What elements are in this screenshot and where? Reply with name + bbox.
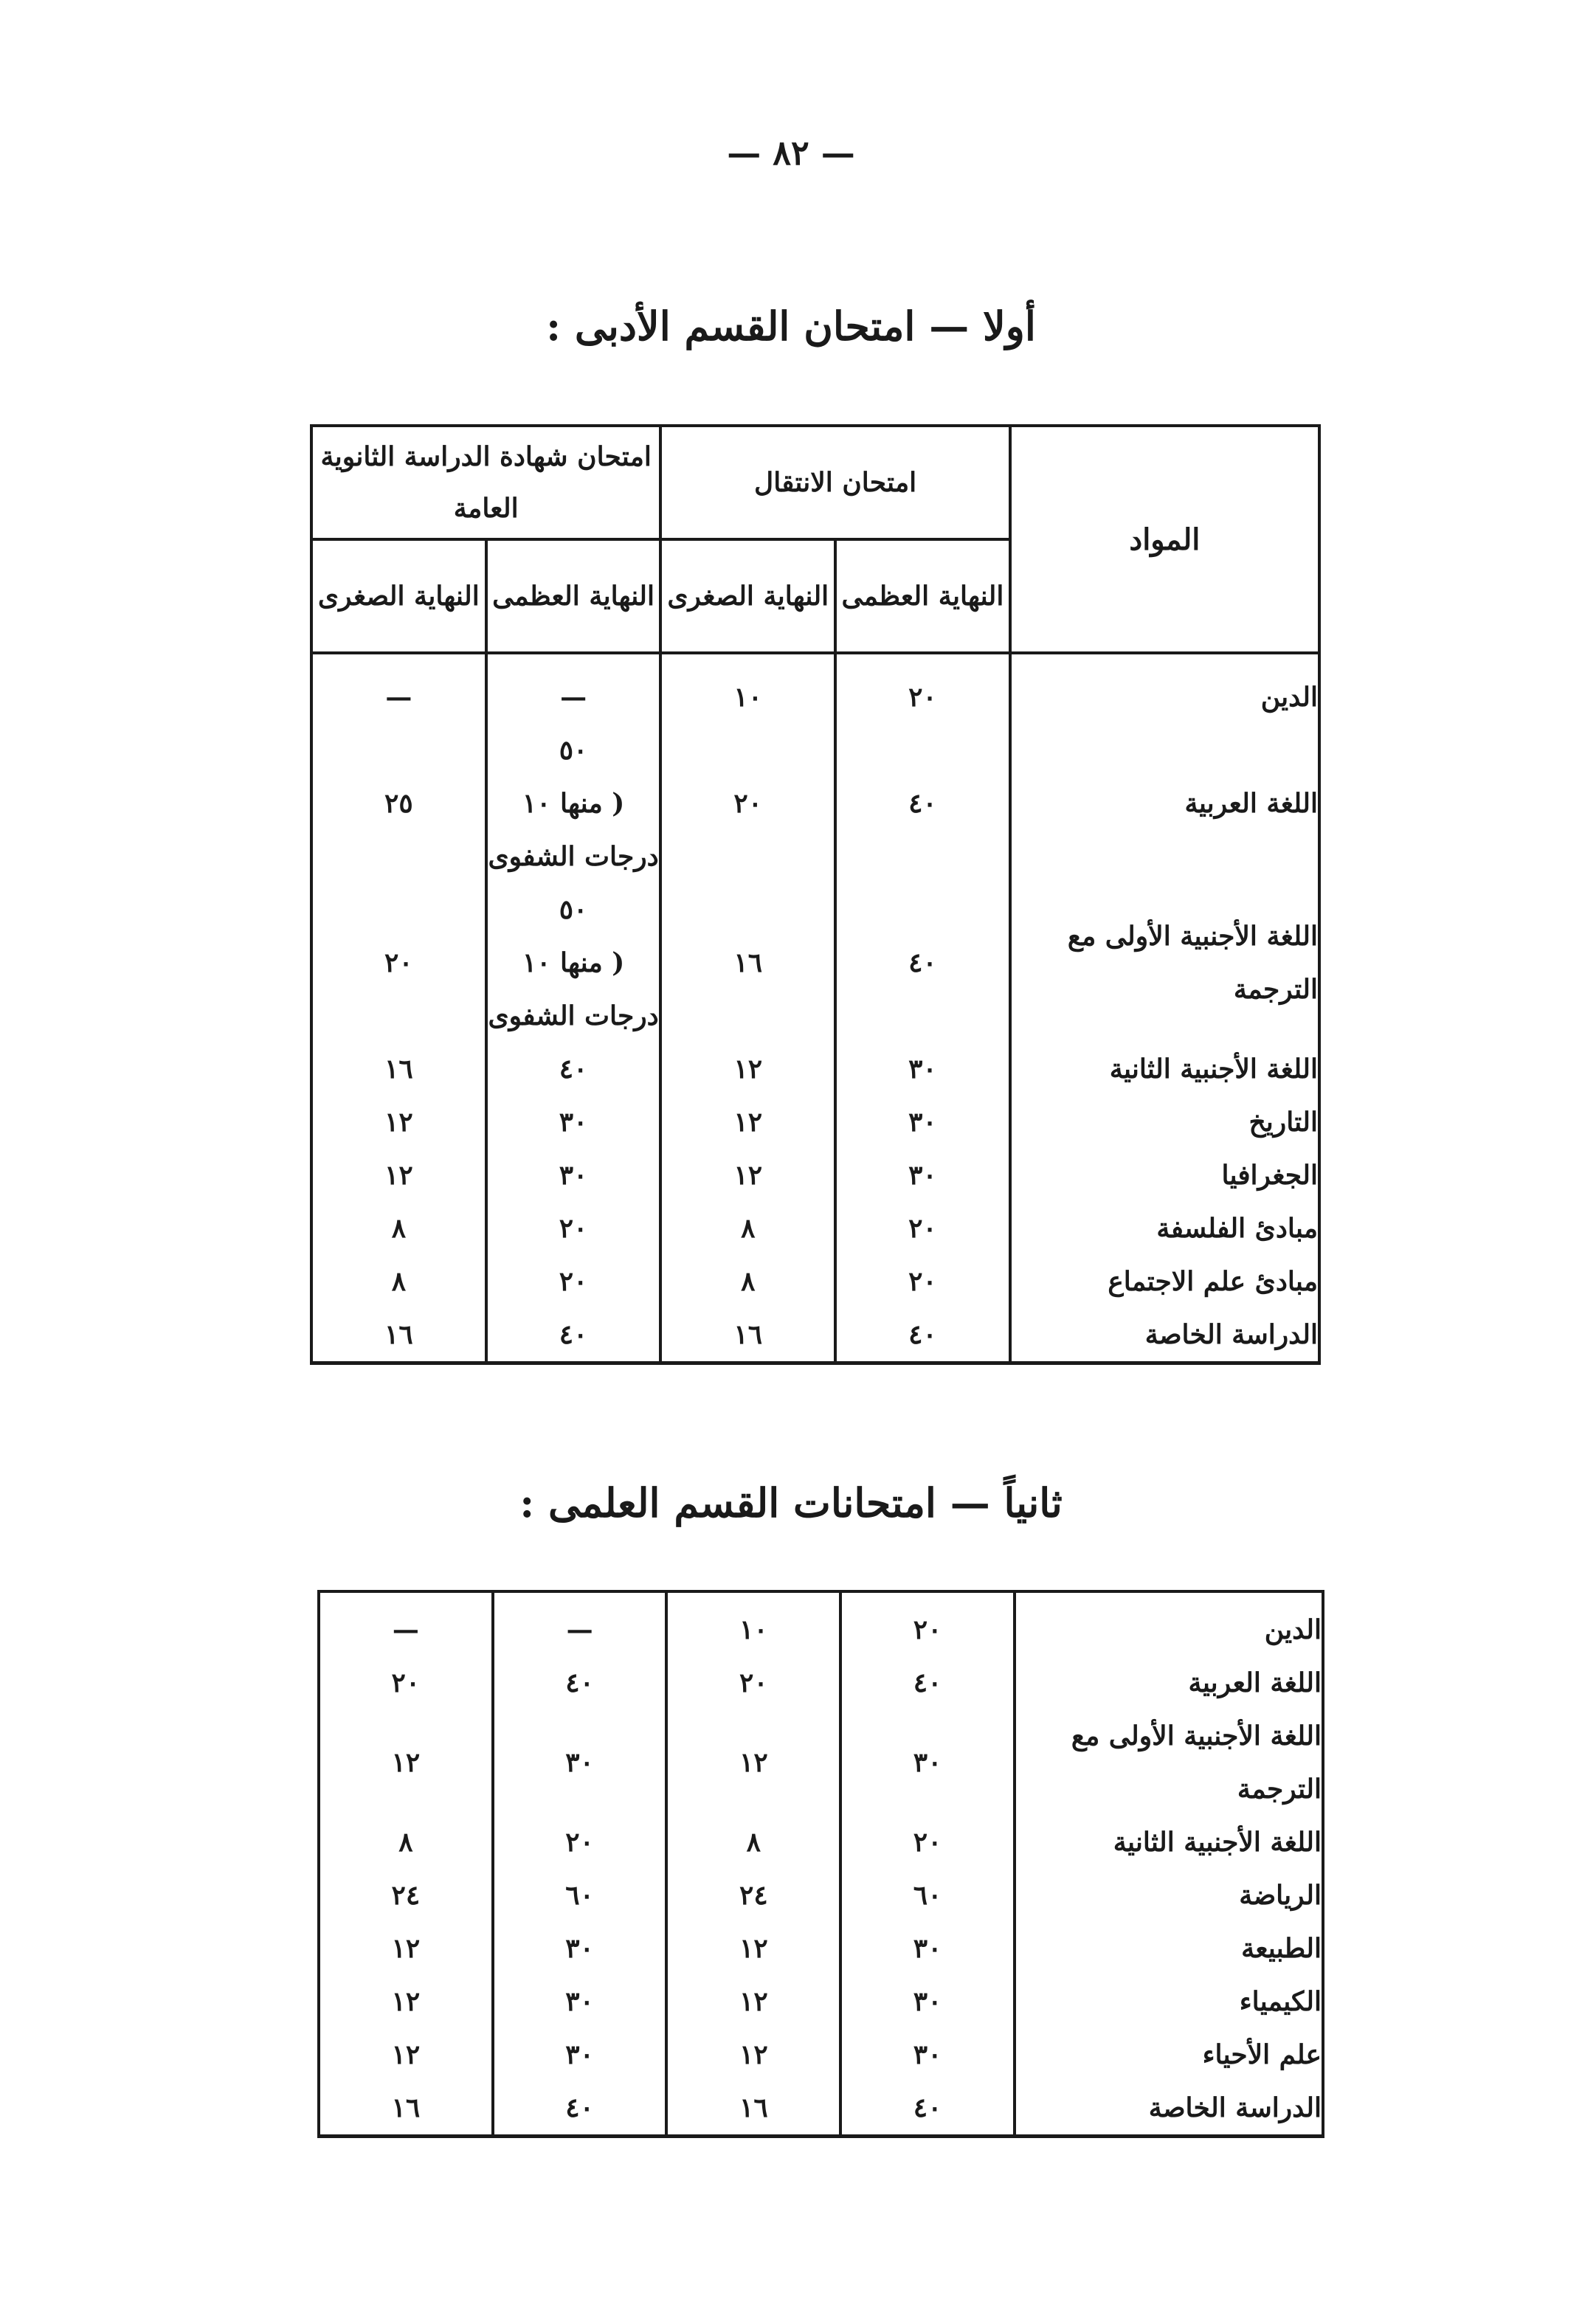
certificate-max-cell-text: ٣٠: [565, 2039, 594, 2070]
transfer-min-cell-text: ١٢: [739, 1986, 768, 2017]
certificate-max-cell-text: ٤٠: [559, 1054, 588, 1085]
transfer-min-cell: [660, 1149, 835, 1202]
transfer-min-cell-text: ١٢: [733, 1107, 763, 1138]
table-row: [311, 1096, 1319, 1149]
certificate-max-cell: [493, 2081, 667, 2137]
transfer-min-cell: [666, 1656, 840, 1709]
certificate-max-cell-text: ٣٠: [565, 1986, 594, 2017]
certificate-max-cell-text: ٤٠: [565, 2092, 594, 2123]
certificate-max-cell-text: ٦٠: [565, 1880, 594, 1911]
transfer-min-cell-text: ١٢: [733, 1054, 763, 1085]
certificate-min-cell-text: ١٦: [384, 1054, 413, 1085]
transfer-max-cell: [840, 1816, 1015, 1869]
certificate-min-cell-text: ٨: [398, 1827, 413, 1858]
transfer-max-cell-text: ٢٠: [908, 682, 937, 713]
certificate-max-cell-text: ٣٠: [559, 1107, 588, 1138]
certificate-max-cell-text: ٥٠: [559, 735, 588, 766]
certificate-min-cell: [311, 883, 486, 1042]
transfer-max-cell: [835, 1042, 1010, 1096]
transfer-min-cell-text: ١٢: [739, 1933, 768, 1964]
transfer-max-cell-text: ٣٠: [913, 2039, 942, 2070]
page-number: — ٨٢ —: [727, 133, 855, 173]
certificate-max-cell: [493, 1656, 667, 1709]
transfer-max-cell: [840, 1709, 1015, 1816]
table-row: [319, 1869, 1323, 1922]
certificate-min-cell-text: ٢٠: [384, 947, 413, 978]
transfer-min-cell-text: ١٢: [733, 1160, 763, 1191]
certificate-min-cell-text: ٢٠: [391, 1667, 421, 1698]
transfer-min-cell: [660, 883, 835, 1042]
subjects-header: المواد: [1010, 426, 1319, 653]
transfer-max-header: النهاية العظمى: [835, 539, 1010, 653]
table-row: [311, 1308, 1319, 1363]
transfer-max-cell: [840, 2081, 1015, 2137]
transfer-min-cell: [660, 1096, 835, 1149]
transfer-max-cell-text: ٣٠: [908, 1054, 937, 1085]
transfer-min-header: النهاية الصغرى: [660, 539, 835, 653]
table-row: [319, 1816, 1323, 1869]
transfer-min-cell: [660, 1308, 835, 1363]
certificate-max-cell-text: ٣٠: [559, 1160, 588, 1191]
certificate-min-cell: [311, 1255, 486, 1308]
certificate-min-cell: [319, 1656, 493, 1709]
scientific-exam-table: [317, 1590, 1324, 2138]
certificate-max-cell-text: ٢٠: [559, 1266, 588, 1297]
subject-cell-text: الرياضة: [1239, 1880, 1322, 1911]
transfer-min-cell: [666, 2028, 840, 2081]
transfer-min-cell: [666, 1975, 840, 2028]
subject-cell: [1010, 1042, 1319, 1096]
transfer-min-cell: [660, 653, 835, 724]
transfer-min-cell: [660, 1042, 835, 1096]
transfer-max-cell-text: ٣٠: [913, 1986, 942, 2017]
subject-cell-text: مبادئ علم الاجتماع: [1108, 1266, 1318, 1297]
transfer-max-cell: [840, 1591, 1015, 1656]
subject-cell: [1015, 2081, 1323, 2137]
transfer-max-cell: [840, 1869, 1015, 1922]
table-row: [311, 724, 1319, 883]
transfer-max-cell-text: ٣٠: [908, 1160, 937, 1191]
certificate-exam-header: امتحان شهادة الدراسة الثانوية العامة: [311, 426, 660, 539]
certificate-min-cell: [319, 1816, 493, 1869]
subject-cell: [1010, 1308, 1319, 1363]
oral-marks-note: ( منها ١٠ درجات الشفوى: [488, 947, 659, 1031]
transfer-max-cell: [835, 1202, 1010, 1255]
transfer-max-cell-text: ٣٠: [908, 1107, 937, 1138]
transfer-max-cell: [835, 1255, 1010, 1308]
certificate-min-cell: [311, 1042, 486, 1096]
transfer-max-cell-text: ٢٠: [913, 1827, 942, 1858]
subject-cell-text: اللغة العربية: [1184, 788, 1318, 819]
certificate-min-cell-text: —: [392, 1614, 419, 1645]
transfer-max-cell: [835, 653, 1010, 724]
certificate-min-cell-text: ١٢: [384, 1160, 413, 1191]
certificate-min-cell: [319, 1709, 493, 1816]
subject-cell-text: اللغة الأجنبية الثانية: [1113, 1827, 1322, 1858]
certificate-min-cell-text: ١٦: [391, 2092, 421, 2123]
transfer-max-cell-text: ٢٠: [908, 1213, 937, 1244]
table-row: [319, 1656, 1323, 1709]
certificate-max-cell-text: ٥٠: [559, 894, 588, 925]
certificate-min-cell: [319, 1591, 493, 1656]
transfer-min-cell: [666, 2081, 840, 2137]
certificate-min-cell-text: ١٢: [391, 2039, 421, 2070]
subject-cell: [1010, 1096, 1319, 1149]
table-row: [311, 883, 1319, 1042]
subject-cell-text: الدراسة الخاصة: [1148, 2092, 1322, 2123]
table-row: [319, 1591, 1323, 1656]
transfer-max-cell-text: ٢٠: [913, 1614, 942, 1645]
certificate-min-cell: [311, 724, 486, 883]
transfer-max-cell-text: ٣٠: [913, 1933, 942, 1964]
transfer-max-cell: [835, 1308, 1010, 1363]
subject-cell: [1015, 1922, 1323, 1975]
certificate-min-cell: [311, 1308, 486, 1363]
transfer-min-cell: [666, 1591, 840, 1656]
transfer-max-cell-text: ٤٠: [913, 1667, 942, 1698]
table-row: [319, 1709, 1323, 1816]
table-row: [319, 1922, 1323, 1975]
certificate-min-cell-text: ١٢: [391, 1933, 421, 1964]
transfer-max-cell-text: ٤٠: [908, 1319, 937, 1350]
transfer-min-cell-text: ٢٠: [733, 788, 763, 819]
transfer-min-cell-text: ١٦: [733, 1319, 763, 1350]
transfer-max-cell-text: ٣٠: [913, 1747, 942, 1778]
subject-cell-text: علم الأحياء: [1202, 2039, 1322, 2070]
table-row: [319, 2081, 1323, 2137]
certificate-max-cell: [486, 1042, 661, 1096]
certificate-max-cell-text: ٣٠: [565, 1747, 594, 1778]
certificate-max-cell: [486, 724, 661, 883]
scientific-table-body: [319, 1591, 1323, 2137]
transfer-max-cell-text: ٤٠: [913, 2092, 942, 2123]
transfer-min-cell: [660, 1202, 835, 1255]
certificate-min-cell-text: ١٢: [384, 1107, 413, 1138]
certificate-max-cell-text: ٢٠: [565, 1827, 594, 1858]
subject-cell: [1015, 1709, 1323, 1816]
certificate-max-cell-text: ٣٠: [565, 1933, 594, 1964]
transfer-max-cell-text: ٤٠: [908, 947, 937, 978]
transfer-max-cell: [840, 1975, 1015, 2028]
certificate-max-cell: [486, 1255, 661, 1308]
subject-cell-text: اللغة الأجنبية الأولى مع الترجمة: [1071, 1720, 1322, 1805]
certificate-min-cell: [319, 2081, 493, 2137]
certificate-max-cell-text: —: [566, 1614, 593, 1645]
transfer-min-cell-text: ١٢: [739, 2039, 768, 2070]
subject-cell: [1010, 883, 1319, 1042]
transfer-min-cell-text: ٢٤: [739, 1880, 768, 1911]
certificate-min-cell-text: ٨: [391, 1266, 407, 1297]
certificate-max-cell: [486, 1149, 661, 1202]
transfer-max-cell: [840, 1656, 1015, 1709]
transfer-min-cell-text: ٨: [741, 1213, 756, 1244]
subject-cell: [1015, 1591, 1323, 1656]
subject-cell: [1010, 1255, 1319, 1308]
subject-cell-text: اللغة الأجنبية الأولى مع الترجمة: [1067, 921, 1318, 1005]
transfer-min-cell-text: ٨: [741, 1266, 756, 1297]
transfer-min-cell: [666, 1709, 840, 1816]
transfer-max-cell: [835, 724, 1010, 883]
certificate-min-cell-text: ٢٤: [391, 1880, 421, 1911]
table-row: [319, 1975, 1323, 2028]
certificate-min-cell: [319, 2028, 493, 2081]
transfer-min-cell-text: ١٦: [739, 2092, 768, 2123]
subject-cell-text: مبادئ الفلسفة: [1156, 1213, 1318, 1244]
subject-cell-text: الجغرافيا: [1221, 1160, 1318, 1191]
subject-cell-text: الكيمياء: [1239, 1986, 1322, 2017]
subject-cell: [1015, 1656, 1323, 1709]
certificate-min-cell: [319, 1869, 493, 1922]
certificate-max-cell: [493, 1816, 667, 1869]
table-row: [311, 1042, 1319, 1096]
subject-cell: [1015, 1869, 1323, 1922]
subject-cell-text: الدراسة الخاصة: [1144, 1319, 1318, 1350]
subject-cell-text: اللغة الأجنبية الثانية: [1109, 1054, 1318, 1085]
certificate-max-header: النهاية العظمى: [486, 539, 661, 653]
transfer-min-cell-text: ٨: [746, 1827, 761, 1858]
transfer-max-cell: [835, 883, 1010, 1042]
certificate-min-cell: [311, 653, 486, 724]
certificate-min-cell: [311, 1096, 486, 1149]
certificate-min-cell: [311, 1202, 486, 1255]
certificate-min-cell-text: —: [385, 682, 412, 713]
table-row: [311, 1255, 1319, 1308]
certificate-min-cell-text: ١٢: [391, 1747, 421, 1778]
subject-cell: [1015, 2028, 1323, 2081]
transfer-min-cell: [660, 724, 835, 883]
transfer-exam-header: امتحان الانتقال: [660, 426, 1009, 539]
certificate-max-cell: [486, 1308, 661, 1363]
transfer-max-cell: [840, 1922, 1015, 1975]
transfer-max-cell-text: ٦٠: [913, 1880, 942, 1911]
transfer-min-cell: [660, 1255, 835, 1308]
subject-cell: [1010, 653, 1319, 724]
certificate-max-cell: [486, 1202, 661, 1255]
transfer-max-cell: [835, 1149, 1010, 1202]
transfer-min-cell-text: ١٠: [739, 1614, 768, 1645]
subject-cell: [1015, 1975, 1323, 2028]
transfer-min-cell: [666, 1869, 840, 1922]
subject-cell-text: الدين: [1264, 1614, 1322, 1645]
transfer-max-cell: [835, 1096, 1010, 1149]
certificate-max-cell: [493, 2028, 667, 2081]
subject-cell-text: التاريخ: [1248, 1107, 1318, 1138]
certificate-max-cell: [493, 1975, 667, 2028]
transfer-min-cell-text: ١٢: [739, 1747, 768, 1778]
subject-cell-text: اللغة العربية: [1188, 1667, 1322, 1698]
transfer-max-cell-text: ٤٠: [908, 788, 937, 819]
transfer-max-cell-text: ٢٠: [908, 1266, 937, 1297]
table-row: [319, 2028, 1323, 2081]
table-row: [311, 1202, 1319, 1255]
certificate-max-cell: [493, 1591, 667, 1656]
literary-table-body: [311, 653, 1319, 1363]
section1-title: أولا — امتحان القسم الأدبى :: [546, 302, 1036, 350]
transfer-max-cell: [840, 2028, 1015, 2081]
transfer-min-cell-text: ١٦: [733, 947, 763, 978]
certificate-min-cell-text: ٢٥: [384, 788, 413, 819]
subject-cell: [1015, 1816, 1323, 1869]
subject-cell: [1010, 1202, 1319, 1255]
certificate-max-cell: [493, 1869, 667, 1922]
certificate-max-cell: [486, 883, 661, 1042]
literary-exam-table: [310, 424, 1321, 1365]
certificate-min-cell-text: ١٦: [384, 1319, 413, 1350]
subject-cell: [1010, 724, 1319, 883]
certificate-max-cell-text: ٤٠: [559, 1319, 588, 1350]
transfer-min-cell-text: ١٠: [733, 682, 763, 713]
certificate-max-cell-text: ٤٠: [565, 1667, 594, 1698]
section2-title: ثانياً — امتحانات القسم العلمى :: [519, 1479, 1063, 1526]
certificate-max-cell-text: ٢٠: [559, 1213, 588, 1244]
subject-cell: [1010, 1149, 1319, 1202]
certificate-max-cell: [486, 1096, 661, 1149]
certificate-min-cell: [319, 1922, 493, 1975]
certificate-max-cell: [493, 1922, 667, 1975]
transfer-min-cell-text: ٢٠: [739, 1667, 768, 1698]
table-row: [311, 653, 1319, 724]
certificate-min-cell-text: ١٢: [391, 1986, 421, 2017]
certificate-min-cell: [319, 1975, 493, 2028]
certificate-max-cell-text: —: [560, 682, 587, 713]
transfer-min-cell: [666, 1922, 840, 1975]
certificate-max-cell: [486, 653, 661, 724]
certificate-min-cell: [311, 1149, 486, 1202]
oral-marks-note: ( منها ١٠ درجات الشفوى: [488, 788, 659, 872]
certificate-max-cell: [493, 1709, 667, 1816]
certificate-min-cell-text: ٨: [391, 1213, 407, 1244]
table-row: [311, 1149, 1319, 1202]
certificate-min-header: النهاية الصغرى: [311, 539, 486, 653]
transfer-min-cell: [666, 1816, 840, 1869]
subject-cell-text: الطبيعة: [1241, 1933, 1322, 1964]
subject-cell-text: الدين: [1260, 682, 1318, 713]
